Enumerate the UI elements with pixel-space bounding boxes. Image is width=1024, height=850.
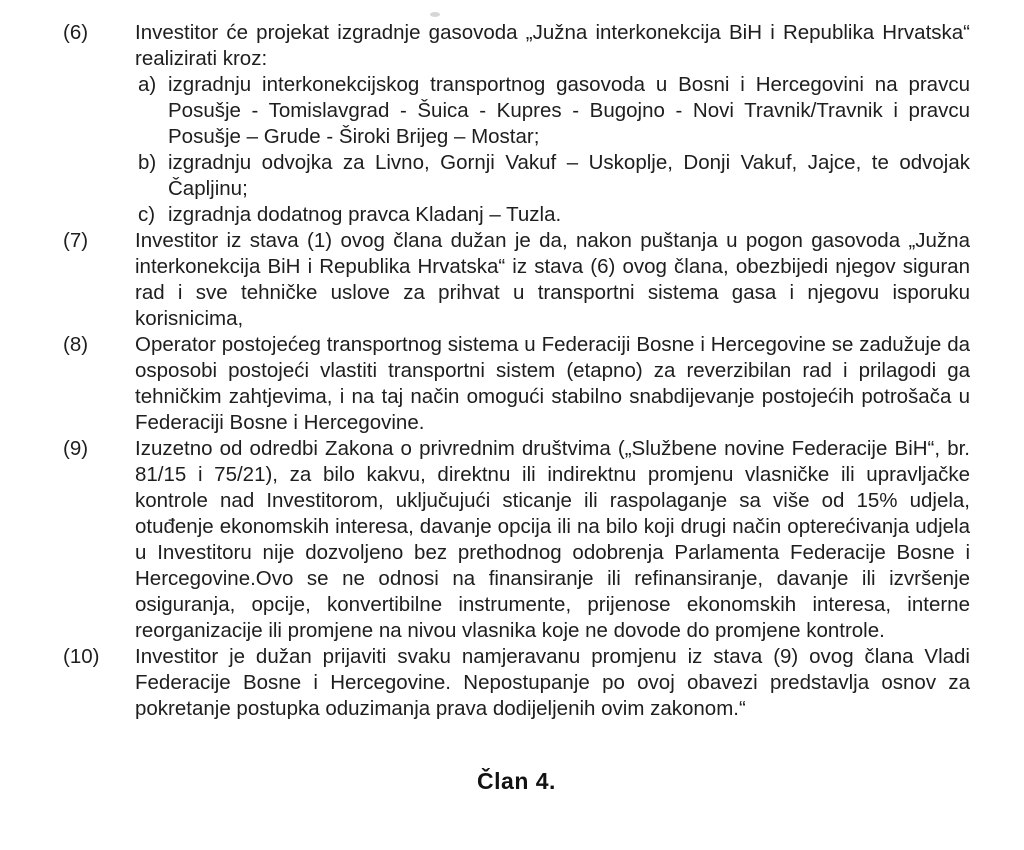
- paragraph-text: Operator postojećeg transportnog sistema u Federaciji Bosne i Hercegovine se zadužuje da osposobi postojeći vlastiti transportni sistem (etapno) za reverzibilan rad i prilagodi ga tehničkim zahtjevima, i na taj način omogući stabilno snabdijevanje postojećih potrošača u Federaciji Bosne i Hercegovine.: [135, 333, 970, 434]
- subitem-text: izgradnja dodatnog pravca Kladanj – Tuzla.: [168, 203, 562, 226]
- paragraph-body: [135, 436, 970, 644]
- subitem-c: [138, 202, 970, 228]
- paragraph-item-10: [63, 644, 970, 722]
- article-heading: Član 4.: [477, 768, 556, 794]
- paragraph-text: Investitor će projekat izgradnje gasovoda „Južna interkonekcija BiH i Republika Hrvatska“ realizirati kroz:: [135, 21, 970, 70]
- paragraph-body: [135, 332, 970, 436]
- paragraph-item-6: [63, 20, 970, 228]
- subitem-label: c): [138, 203, 156, 226]
- subitem-label: a): [138, 73, 157, 96]
- paragraph-number: (7): [63, 229, 89, 252]
- paragraph-item-8: [63, 332, 970, 436]
- scan-artifact: [430, 12, 440, 17]
- paragraph-text: Izuzetno od odredbi Zakona o privrednim društvima („Službene novine Federacije BiH“, br. 81/15 i 75/21), za bilo kakvu, direktnu ili indirektnu promjenu vlasničke ili upravljačke kontrole nad Investitorom, uključujući sticanje ili raspolaganje sa više od 15% udjela, otuđenje ekonomskih interesa, davanje opcija ili na bilo koji drugi način opterećivanja udjela u Investitoru nije dozvoljeno bez prethodnog odobrenja Parlamenta Federacije Bosne i Hercegovine.Ovo se ne odnosi na finansiranje ili refinansiranje, davanje ili izvršenje osiguranja, opcije, konvertibilne instrumente, prijenose ekonomskih interesa, interne reorganizacije ili promjene na nivou vlasnika koje ne dovode do promjene kontrole.: [135, 437, 970, 642]
- paragraph-number: (9): [63, 437, 89, 460]
- paragraph-body: [135, 228, 970, 332]
- subitem-b: [138, 150, 970, 202]
- subitem-text: izgradnju odvojka za Livno, Gornji Vakuf – Uskoplje, Donji Vakuf, Jajce, te odvojak Čapljinu;: [168, 151, 970, 200]
- paragraph-number: (10): [63, 645, 100, 668]
- subitem-a: [138, 72, 970, 150]
- paragraph-item-9: [63, 436, 970, 644]
- subitem-label: b): [138, 151, 157, 174]
- paragraph-number: (8): [63, 333, 89, 356]
- paragraph-text: Investitor je dužan prijaviti svaku namjeravanu promjenu iz stava (9) ovog člana Vladi Federacije Bosne i Hercegovine. Nepostupanje po ovoj obavezi predstavlja osnov za pokretanje postupka oduzimanja prava dodijeljenih ovim zakonom.“: [135, 645, 970, 720]
- paragraph-text: Investitor iz stava (1) ovog člana dužan je da, nakon puštanja u pogon gasovoda „Južna interkonekcija BiH i Republika Hrvatska“ iz stava (6) ovog člana, obezbijedi njegov siguran rad i sve tehničke uslove za prihvat u transportni sistema gasa i njegovu isporuku korisnicima,: [135, 229, 970, 330]
- subitem-text: izgradnju interkonekcijskog transportnog gasovoda u Bosni i Hercegovini na pravcu Posušje - Tomislavgrad - Šuica - Kupres - Bugojno - Novi Travnik/Travnik i pravcu Posušje – Grude - Široki Brijeg – Mostar;: [168, 73, 970, 148]
- paragraph-number: (6): [63, 21, 89, 44]
- paragraph-body: [135, 20, 970, 228]
- paragraph-body: [135, 644, 970, 722]
- paragraph-item-7: [63, 228, 970, 332]
